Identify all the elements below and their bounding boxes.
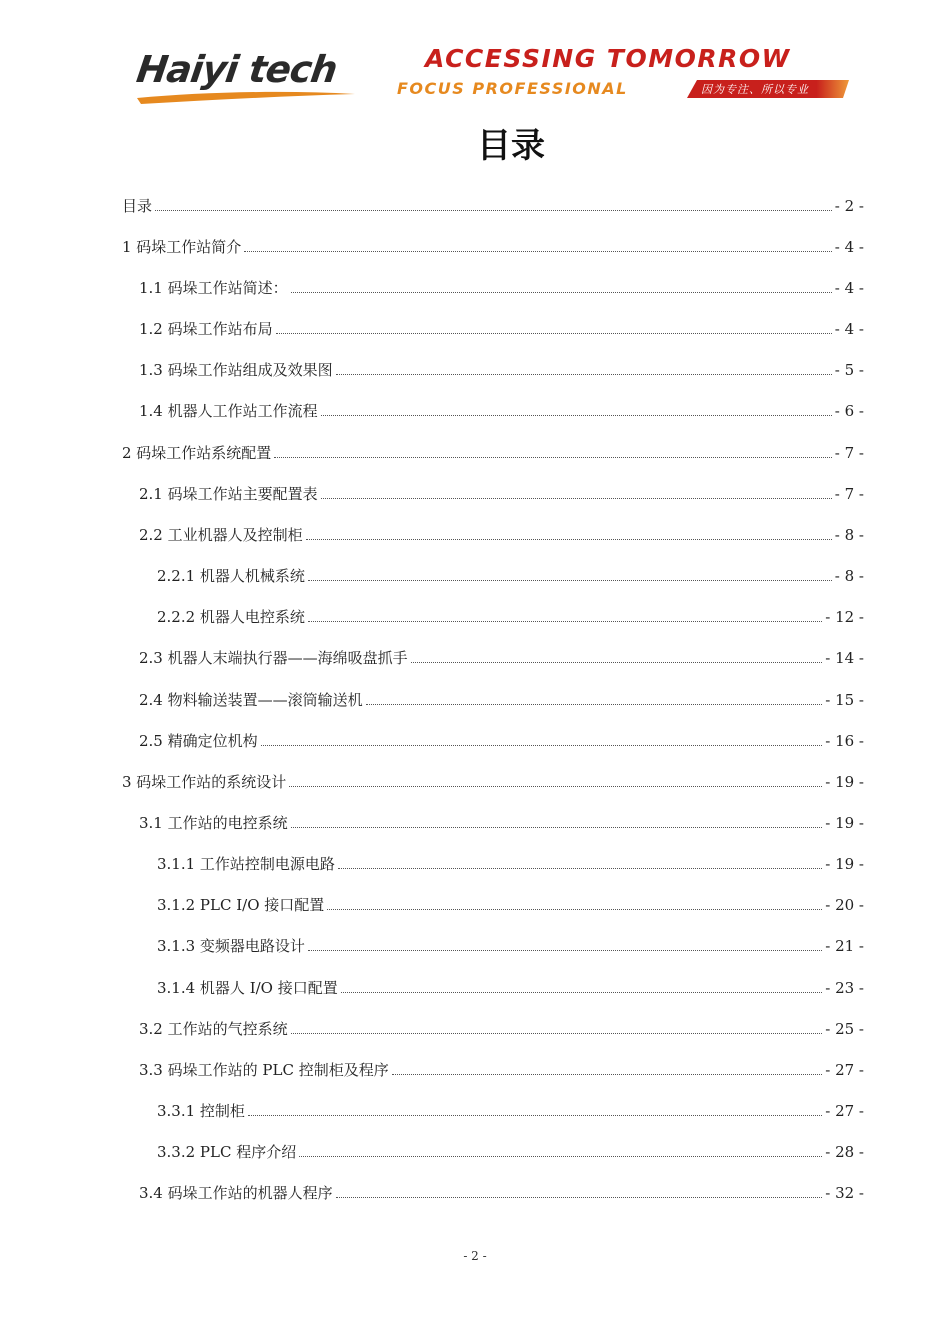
toc-leader xyxy=(327,909,822,910)
toc-entry-page: - 32 - xyxy=(825,1184,864,1202)
toc-entry[interactable] xyxy=(139,523,864,545)
toc-entry[interactable] xyxy=(122,770,864,792)
toc-entry-title: 2.5 精确定位机构 xyxy=(139,732,258,750)
toc-leader xyxy=(392,1074,823,1075)
toc-entry[interactable] xyxy=(157,852,864,874)
toc-entry-title: 2.4 物料输送装置——滚筒输送机 xyxy=(139,691,363,709)
toc-entry-page: - 25 - xyxy=(825,1020,864,1038)
toc-entry-title: 1.3 码垛工作站组成及效果图 xyxy=(139,361,333,379)
company-logo xyxy=(133,38,363,108)
toc-entry[interactable] xyxy=(157,605,864,627)
slogan-tag-text: 因为专注、所以专业 xyxy=(701,83,809,96)
toc-leader xyxy=(321,498,832,499)
toc-entry-title: 3.1 工作站的电控系统 xyxy=(139,814,288,832)
toc-entry-title: 2.3 机器人末端执行器——海绵吸盘抓手 xyxy=(139,649,408,667)
toc-entry-title: 3.2 工作站的气控系统 xyxy=(139,1020,288,1038)
toc-entry-title: 2.2.1 机器人机械系统 xyxy=(157,567,305,585)
slogan-main: ACCESSING TOMORROW xyxy=(425,44,791,73)
slogan-tag xyxy=(687,80,849,98)
toc-entry-page: - 19 - xyxy=(825,773,864,791)
toc-entry-page: - 7 - xyxy=(834,444,864,462)
toc-entry-page: - 12 - xyxy=(825,608,864,626)
toc-entry-page: - 15 - xyxy=(825,691,864,709)
toc-leader xyxy=(338,868,822,869)
toc-entry-title: 3.3 码垛工作站的 PLC 控制柜及程序 xyxy=(139,1061,389,1079)
toc-entry-title: 2.2 工业机器人及控制柜 xyxy=(139,526,303,544)
toc-leader xyxy=(336,374,832,375)
toc-leader xyxy=(276,333,832,334)
toc-entry[interactable] xyxy=(122,235,864,257)
toc-leader xyxy=(299,1156,822,1157)
toc-entry-title: 3.1.4 机器人 I/O 接口配置 xyxy=(157,979,338,997)
toc-leader xyxy=(308,621,822,622)
toc-entry-title: 2 码垛工作站系统配置 xyxy=(122,444,272,462)
toc-entry-page: - 6 - xyxy=(834,402,864,420)
toc-entry[interactable] xyxy=(139,317,864,339)
toc-entry-title: 3 码垛工作站的系统设计 xyxy=(122,773,287,791)
toc-entry-page: - 19 - xyxy=(825,814,864,832)
page-title: 目录 xyxy=(477,126,545,166)
toc-leader xyxy=(244,251,831,252)
toc-leader xyxy=(291,292,832,293)
toc-entry-title: 1.4 机器人工作站工作流程 xyxy=(139,402,318,420)
toc-entry[interactable] xyxy=(157,893,864,915)
toc-entry[interactable] xyxy=(139,646,864,668)
toc-entry[interactable] xyxy=(139,1058,864,1080)
toc-entry-page: - 27 - xyxy=(825,1061,864,1079)
page-number: - 2 - xyxy=(463,1249,487,1263)
toc-entry-page: - 4 - xyxy=(834,320,864,338)
toc-leader xyxy=(308,580,832,581)
toc-entry-page: - 14 - xyxy=(825,649,864,667)
toc-entry[interactable] xyxy=(157,1099,864,1121)
header-slogan xyxy=(397,44,857,104)
slogan-sub: FOCUS PROFESSIONAL xyxy=(397,79,628,98)
toc-entry-page: - 21 - xyxy=(825,937,864,955)
toc-leader xyxy=(306,539,832,540)
toc-leader xyxy=(336,1197,823,1198)
toc-leader xyxy=(341,992,822,993)
toc-entry-page: - 27 - xyxy=(825,1102,864,1120)
toc-leader xyxy=(248,1115,822,1116)
toc-entry[interactable] xyxy=(122,441,864,463)
toc-leader xyxy=(261,745,823,746)
toc-entry-page: - 5 - xyxy=(834,361,864,379)
toc-leader xyxy=(291,827,823,828)
toc-entry[interactable] xyxy=(122,194,864,216)
toc-entry[interactable] xyxy=(139,729,864,751)
toc-leader xyxy=(291,1033,823,1034)
toc-entry-title: 2.1 码垛工作站主要配置表 xyxy=(139,485,318,503)
toc-entry-title: 3.3.1 控制柜 xyxy=(157,1102,245,1120)
toc-entry[interactable] xyxy=(139,1017,864,1039)
toc-entry-title: 3.1.2 PLC I/O 接口配置 xyxy=(157,896,325,914)
toc-entry-title: 1 码垛工作站简介 xyxy=(122,238,242,256)
toc-entry-page: - 23 - xyxy=(825,979,864,997)
toc-entry-title: 目录 xyxy=(122,197,153,215)
toc-entry-title: 1.2 码垛工作站布局 xyxy=(139,320,273,338)
toc-entry[interactable] xyxy=(139,1181,864,1203)
toc-entry-page: - 4 - xyxy=(834,279,864,297)
toc-entry-page: - 20 - xyxy=(825,896,864,914)
toc-entry-page: - 28 - xyxy=(825,1143,864,1161)
toc-entry-page: - 19 - xyxy=(825,855,864,873)
toc-entry-title: 3.4 码垛工作站的机器人程序 xyxy=(139,1184,333,1202)
toc-entry[interactable] xyxy=(157,976,864,998)
toc-entry-page: - 4 - xyxy=(834,238,864,256)
toc-entry-title: 3.1.1 工作站控制电源电路 xyxy=(157,855,335,873)
toc-entry[interactable] xyxy=(139,688,864,710)
toc-leader xyxy=(274,457,831,458)
toc-entry[interactable] xyxy=(139,811,864,833)
toc-entry-title: 3.3.2 PLC 程序介绍 xyxy=(157,1143,297,1161)
toc-entry-title: 2.2.2 机器人电控系统 xyxy=(157,608,305,626)
toc-entry-page: - 7 - xyxy=(834,485,864,503)
toc-entry[interactable] xyxy=(139,399,864,421)
toc-entry[interactable] xyxy=(157,564,864,586)
toc-leader xyxy=(155,210,832,211)
logo-text: Haiyi tech xyxy=(133,48,340,91)
toc-leader xyxy=(308,950,822,951)
toc-leader xyxy=(321,415,832,416)
toc-entry[interactable] xyxy=(139,358,864,380)
toc-entry-page: - 8 - xyxy=(834,567,864,585)
toc-entry-page: - 2 - xyxy=(834,197,864,215)
toc-entry[interactable] xyxy=(139,276,864,298)
toc-entry[interactable] xyxy=(157,934,864,956)
toc-entry-title: 1.1 码垛工作站简述： xyxy=(139,279,288,297)
toc-entry-page: - 16 - xyxy=(825,732,864,750)
toc-leader xyxy=(289,786,822,787)
toc-leader xyxy=(411,662,823,663)
toc-entry[interactable] xyxy=(157,1140,864,1162)
toc-entry-page: - 8 - xyxy=(834,526,864,544)
toc-leader xyxy=(366,704,823,705)
toc-entry[interactable] xyxy=(139,482,864,504)
toc-entry-title: 3.1.3 变频器电路设计 xyxy=(157,937,305,955)
